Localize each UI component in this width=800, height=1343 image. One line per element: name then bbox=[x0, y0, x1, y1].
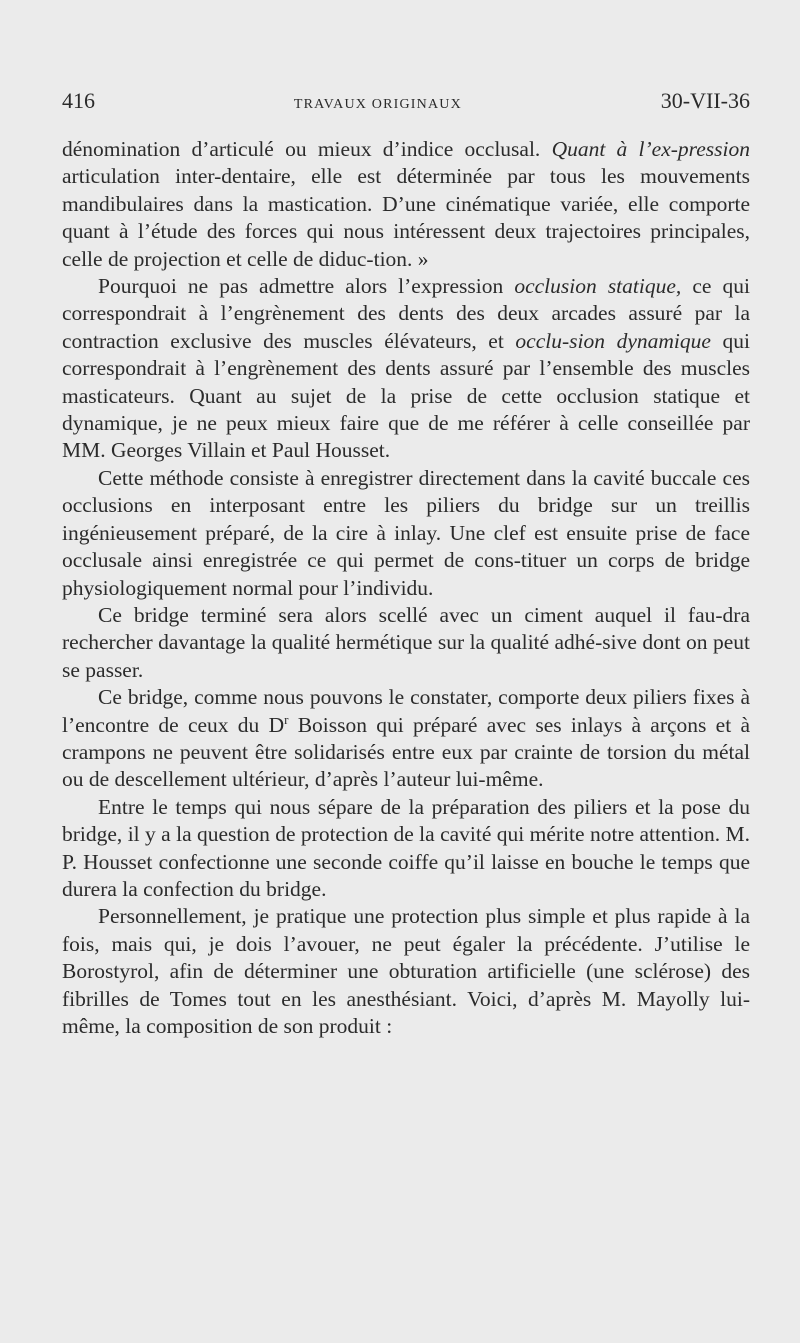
text-run: articulation inter-dentaire, elle est déterminée par tous les mouvements mandibulaires dans la mastication. D’une cinématique variée, elle comporte quant à l’étude des forces qui nous intéressent deux trajectoires principales, celle de projection et celle de diduc-tion. » bbox=[62, 164, 750, 271]
text-run: Personnellement, je pratique une protection plus simple et plus rapide à la fois, mais qui, je dois l’avouer, ne peut égaler la précédente. J’utilise le Borostyrol, afin de déterminer une obturation artificielle (une sclérose) des fibrilles de Tomes tout en les anesthésiant. Voici, d’après M. Mayolly lui-même, la composition de son produit : bbox=[62, 904, 750, 1038]
text-run: Ce bridge, comme nous pouvons le constater, comporte deux piliers fixes à l’encontre de ceux du D bbox=[62, 685, 750, 737]
paragraph bbox=[62, 602, 750, 684]
text-run: Pourquoi ne pas admettre alors l’expression bbox=[98, 274, 515, 299]
paragraph bbox=[62, 465, 750, 602]
page-header bbox=[62, 88, 750, 118]
text-run: Entre le temps qui nous sépare de la préparation des piliers et la pose du bridge, il y a la question de protection de la cavité qui mérite notre attention. M. P. Housset confectionne une seconde coiffe qu’il laisse en bouche le temps que durera la confection du bridge. bbox=[62, 794, 750, 901]
italic-text: Quant à l’ex-pression bbox=[551, 137, 750, 161]
body-text bbox=[62, 136, 750, 1040]
paragraph bbox=[62, 684, 750, 794]
text-run: Boisson qui préparé avec ses inlays à arçons et à crampons ne peuvent être solidarisés entre eux par crainte de torsion du métal ou de descellement ultérieur, d’après l’auteur lui-même. bbox=[62, 712, 750, 792]
paragraph bbox=[62, 273, 750, 465]
text-run: ce qui correspondrait à l’engrènement des dents des deux arcades assuré par la contraction exclusive des muscles élévateurs, et bbox=[62, 274, 750, 353]
italic-text: occlu-sion dynamique bbox=[515, 328, 711, 353]
text-run: dénomination d’articulé ou mieux d’indice occlusal. bbox=[62, 137, 552, 161]
text-run: Cette méthode consiste à enregistrer directement dans la cavité buccale ces occlusions en interposant entre les piliers du bridge sur un treillis ingénieusement préparé, de la cire à inlay. Une clef est ensuite prise de face occlusale ainsi enregistrée ce qui permet de cons-tituer un corps de bridge physiologiquement normal pour l’individu. bbox=[62, 465, 750, 600]
issue-date: 30-VII-36 bbox=[660, 88, 750, 113]
paragraph bbox=[62, 136, 750, 273]
paragraph bbox=[62, 903, 750, 1040]
running-title: TRAVAUX ORIGINAUX bbox=[293, 97, 462, 112]
page-number: 416 bbox=[62, 88, 95, 113]
superscript-text: r bbox=[284, 711, 289, 727]
italic-text: occlusion statique, bbox=[514, 274, 682, 299]
text-run: Ce bridge terminé sera alors scellé avec un ciment auquel il fau-dra rechercher davantage la qualité hermétique sur la qualité adhé-sive dont on peut se passer. bbox=[62, 602, 750, 682]
text-run: qui correspondrait à l’engrènement des dents assuré par l’ensemble des muscles masticateurs. Quant au sujet de la prise de cette occlusion statique et dynamique, je ne peux mieux faire que de me référer à celle conseillée par MM. Georges Villain et Paul Housset. bbox=[62, 328, 750, 463]
paragraph bbox=[62, 794, 750, 904]
